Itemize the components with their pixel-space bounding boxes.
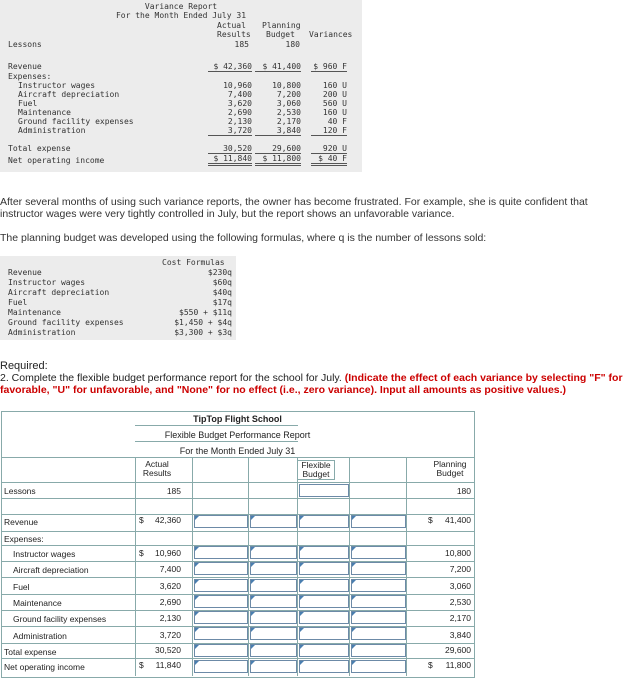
input-activity-variance[interactable] xyxy=(194,546,248,559)
expense-planning: 2,170 xyxy=(276,117,301,126)
planning-budget-column xyxy=(424,411,476,677)
expense-variance: 120 F xyxy=(311,127,347,136)
net-variance: $ 40 F xyxy=(311,155,347,166)
fb-expense-actual: 3,620 xyxy=(159,580,181,591)
variance-report-panel xyxy=(0,0,362,172)
paragraph-formulas-text: The planning budget was developed using the following formulas, where q is the number of lessons sold: xyxy=(0,232,487,244)
fb-expense-actual: 2,690 xyxy=(159,596,181,607)
expense-actual: 7,400 xyxy=(227,90,252,99)
dropdown-indicator-icon xyxy=(352,661,356,665)
formula-label: Instructor wages xyxy=(8,278,86,287)
formula-value: $230q xyxy=(207,268,232,277)
expense-variance: 160 U xyxy=(322,108,347,117)
expense-planning: 3,840 xyxy=(255,127,301,136)
fb-expense-planning: 2,530 xyxy=(449,596,471,607)
input-activity-fu[interactable] xyxy=(250,546,297,559)
dropdown-indicator-icon xyxy=(300,580,304,584)
dropdown-indicator-icon xyxy=(195,612,199,616)
dropdown-indicator-icon xyxy=(300,628,304,632)
input-flexible-budget[interactable] xyxy=(299,562,349,575)
dropdown-indicator-icon xyxy=(352,580,356,584)
net-actual: $ 11,840 xyxy=(208,155,252,166)
input-revenue-spending-variance[interactable] xyxy=(351,562,406,575)
dropdown-indicator-icon xyxy=(300,612,304,616)
input-activity-fu[interactable] xyxy=(250,515,297,528)
net-planning: $ 11,800 xyxy=(255,155,301,166)
col-actual-results: Actual Results xyxy=(142,459,172,478)
expense-variance: 40 F xyxy=(327,117,347,126)
required-instructions xyxy=(0,372,624,396)
input-revenue-spending-variance[interactable] xyxy=(351,515,406,528)
formula-label: Aircraft depreciation xyxy=(8,288,110,297)
lessons-label: Lessons xyxy=(8,40,42,49)
report-period: For the Month Ended July 31 xyxy=(179,446,296,456)
input-activity-variance[interactable] xyxy=(194,644,248,657)
expense-label: Instructor wages xyxy=(18,81,96,90)
expenses-label: Expenses: xyxy=(8,72,52,81)
fb-expense-label: Administration xyxy=(13,630,67,641)
fb-expense-planning: 3,840 xyxy=(449,629,471,640)
expense-planning: 2,530 xyxy=(276,108,301,117)
required-bold-text: (Indicate the effect of each variance by selecting "F" for favorable, "U" for unfavorable, and "None" for no effect (i.e., zero variance). Input all amounts as positive values.) xyxy=(0,372,623,396)
dropdown-indicator-icon xyxy=(195,661,199,665)
fb-expense-label: Aircraft depreciation xyxy=(13,565,89,576)
fb-net-label: Net operating income xyxy=(4,662,85,672)
fb-net-planning-dollar: $ xyxy=(428,660,433,670)
dropdown-indicator-icon xyxy=(300,661,304,665)
formula-value: $60q xyxy=(212,278,232,287)
fb-net-planning: 11,800 xyxy=(445,660,471,670)
paragraph-frustration: After several months of using such variance reports, the owner has become frustrated. For example, she is quite confident that instructor wages were very tightly controlled in July, but the report shows an unfavorable variance. xyxy=(0,196,588,220)
fb-lessons-label: Lessons xyxy=(4,486,36,496)
fb-net-actual-dollar: $ xyxy=(139,660,144,670)
expense-variance: 200 U xyxy=(322,90,347,99)
input-activity-variance[interactable] xyxy=(194,660,248,673)
input-activity-variance[interactable] xyxy=(194,579,248,592)
cost-formulas-header: Cost Formulas xyxy=(162,258,225,267)
input-revenue-spending-variance[interactable] xyxy=(351,546,406,559)
fb-lessons-actual: 185 xyxy=(166,486,181,496)
input-revenue-spending-variance[interactable] xyxy=(351,627,406,640)
input-activity-fu[interactable] xyxy=(250,611,297,624)
company-name: TipTop Flight School xyxy=(193,414,282,424)
dropdown-indicator-icon xyxy=(251,661,255,665)
total-variance: 920 U xyxy=(311,145,347,154)
input-flexible-budget[interactable] xyxy=(299,579,349,592)
dropdown-indicator-icon xyxy=(300,547,304,551)
expense-label: Maintenance xyxy=(18,108,71,117)
total-expense-label: Total expense xyxy=(8,144,71,153)
formula-label: Fuel xyxy=(8,298,28,307)
dropdown-indicator-icon xyxy=(352,612,356,616)
dropdown-indicator-icon xyxy=(352,628,356,632)
formula-value: $550 + $11q xyxy=(179,308,232,317)
input-activity-fu[interactable] xyxy=(250,562,297,575)
fb-expense-actual: 7,400 xyxy=(159,564,181,575)
dropdown-indicator-icon xyxy=(300,596,304,600)
expense-actual: 2,690 xyxy=(227,108,252,117)
lessons-actual: 185 xyxy=(234,40,249,49)
fb-lessons-planning: 180 xyxy=(456,486,471,496)
input-activity-variance[interactable] xyxy=(194,562,248,575)
input-activity-variance[interactable] xyxy=(194,627,248,640)
expense-label: Fuel xyxy=(18,99,38,108)
input-activity-variance[interactable] xyxy=(194,595,248,608)
formula-label: Revenue xyxy=(8,268,42,277)
formula-value: $3,300 + $3q xyxy=(174,328,232,337)
net-income-label: Net operating income xyxy=(8,156,105,165)
input-activity-variance[interactable] xyxy=(194,611,248,624)
col-flexible-budget: Flexible Budget xyxy=(297,460,335,480)
dropdown-indicator-icon xyxy=(195,645,199,649)
variance-report-title: Variance Report xyxy=(144,2,218,11)
fb-expense-label: Fuel xyxy=(13,581,30,592)
fb-revenue-label: Revenue xyxy=(4,517,39,527)
expense-actual: 2,130 xyxy=(227,117,252,126)
fb-expense-label: Ground facility expenses xyxy=(13,614,107,625)
dropdown-indicator-icon xyxy=(352,516,356,520)
input-flexible-budget[interactable] xyxy=(299,627,349,640)
input-revenue-spending-variance[interactable] xyxy=(351,611,406,624)
input-flexible-budget[interactable] xyxy=(299,660,349,673)
input-revenue-spending-variance[interactable] xyxy=(351,595,406,608)
fb-expense-planning: 7,200 xyxy=(449,564,471,575)
lessons-planning: 180 xyxy=(285,40,300,49)
flexible-budget-table xyxy=(1,411,474,677)
dropdown-indicator-icon xyxy=(251,628,255,632)
input-flexible-budget[interactable] xyxy=(299,595,349,608)
dropdown-indicator-icon xyxy=(352,563,356,567)
dropdown-indicator-icon xyxy=(251,645,255,649)
fb-net-actual: 11,840 xyxy=(155,660,181,670)
dropdown-indicator-icon xyxy=(195,628,199,632)
dropdown-indicator-icon xyxy=(251,563,255,567)
dropdown-indicator-icon xyxy=(352,645,356,649)
expense-actual: 3,720 xyxy=(208,127,252,136)
expense-actual: 10,960 xyxy=(223,81,252,90)
dropdown-indicator-icon xyxy=(352,547,356,551)
dropdown-indicator-icon xyxy=(300,516,304,520)
formula-value: $17q xyxy=(212,298,232,307)
fb-total-label: Total expense xyxy=(4,647,57,657)
required-plain-text: 2. Complete the flexible budget performance report for the school for July. xyxy=(0,372,342,384)
input-revenue-spending-variance[interactable] xyxy=(351,660,406,673)
formula-label: Administration xyxy=(8,328,76,337)
fb-total-actual: 30,520 xyxy=(155,645,181,655)
variance-report-subtitle: For the Month Ended July 31 xyxy=(115,11,247,20)
fb-expenses-label: Expenses: xyxy=(4,534,44,544)
formula-label: Ground facility expenses xyxy=(8,318,124,327)
dropdown-indicator-icon xyxy=(195,596,199,600)
fb-expense-dollar: $ xyxy=(139,548,144,558)
fb-expense-planning: 3,060 xyxy=(449,580,471,591)
required-title: Required: xyxy=(0,360,48,372)
input-activity-fu[interactable] xyxy=(250,660,297,673)
col-planning-budget: Planning Budget xyxy=(433,459,467,478)
expense-planning: 3,060 xyxy=(276,99,301,108)
input-flexible-budget[interactable] xyxy=(299,515,349,528)
fb-expense-actual: 10,960 xyxy=(155,548,181,558)
dropdown-indicator-icon xyxy=(300,645,304,649)
expense-planning: 10,800 xyxy=(272,81,301,90)
report-title: Flexible Budget Performance Report xyxy=(164,430,311,440)
input-flexible-budget[interactable] xyxy=(299,611,349,624)
fb-expense-label: Instructor wages xyxy=(13,549,76,559)
total-planning: 29,600 xyxy=(255,145,301,154)
formula-value: $1,450 + $4q xyxy=(174,318,232,327)
fb-revenue-planning: 41,400 xyxy=(445,515,471,525)
expense-planning: 7,200 xyxy=(276,90,301,99)
cost-formulas-panel xyxy=(0,256,236,340)
dropdown-indicator-icon xyxy=(195,547,199,551)
total-actual: 30,520 xyxy=(208,145,252,154)
fb-revenue-actual: 42,360 xyxy=(155,515,181,525)
input-flexible-budget[interactable] xyxy=(299,644,349,657)
col-actual-line1: Actual xyxy=(217,21,246,30)
col-planning-line2: Budget xyxy=(266,30,295,39)
revenue-variance: $ 960 F xyxy=(311,63,347,72)
input-revenue-spending-variance[interactable] xyxy=(351,579,406,592)
fb-revenue-planning-dollar: $ xyxy=(428,515,433,525)
fb-expense-actual: 2,130 xyxy=(159,613,181,624)
input-lessons-flexible[interactable] xyxy=(299,484,349,497)
expense-label: Administration xyxy=(18,126,86,135)
formula-label: Maintenance xyxy=(8,308,61,317)
fb-expense-label: Maintenance xyxy=(13,597,62,608)
col-actual-line2: Results xyxy=(217,30,251,39)
dropdown-indicator-icon xyxy=(195,563,199,567)
dropdown-indicator-icon xyxy=(195,580,199,584)
revenue-planning: $ 41,400 xyxy=(255,63,301,72)
fb-expense-actual: 3,720 xyxy=(159,629,181,640)
expense-label: Aircraft depreciation xyxy=(18,90,120,99)
paragraph-formulas-intro xyxy=(0,232,620,244)
expense-variance: 160 U xyxy=(322,81,347,90)
col-variances: Variances xyxy=(309,30,353,39)
expense-label: Ground facility expenses xyxy=(18,117,134,126)
input-activity-variance[interactable] xyxy=(194,515,248,528)
expense-variance: 560 U xyxy=(322,99,347,108)
dropdown-indicator-icon xyxy=(195,516,199,520)
dropdown-indicator-icon xyxy=(251,612,255,616)
col-planning-line1: Planning xyxy=(262,21,301,30)
dropdown-indicator-icon xyxy=(251,547,255,551)
fb-expense-planning: 2,170 xyxy=(449,613,471,624)
formula-value: $40q xyxy=(212,288,232,297)
input-activity-fu[interactable] xyxy=(250,627,297,640)
revenue-label: Revenue xyxy=(8,62,42,71)
dropdown-indicator-icon xyxy=(251,516,255,520)
input-revenue-spending-variance[interactable] xyxy=(351,644,406,657)
fb-expense-planning: 10,800 xyxy=(445,548,471,558)
fb-total-planning: 29,600 xyxy=(445,645,471,655)
input-activity-fu[interactable] xyxy=(250,644,297,657)
dropdown-indicator-icon xyxy=(251,596,255,600)
dropdown-indicator-icon xyxy=(251,580,255,584)
fb-revenue-actual-dollar: $ xyxy=(139,515,144,525)
dropdown-indicator-icon xyxy=(300,563,304,567)
expense-actual: 3,620 xyxy=(227,99,252,108)
dropdown-indicator-icon xyxy=(352,596,356,600)
revenue-actual: $ 42,360 xyxy=(208,63,252,72)
input-activity-fu[interactable] xyxy=(250,579,297,592)
input-activity-fu[interactable] xyxy=(250,595,297,608)
input-flexible-budget[interactable] xyxy=(299,546,349,559)
